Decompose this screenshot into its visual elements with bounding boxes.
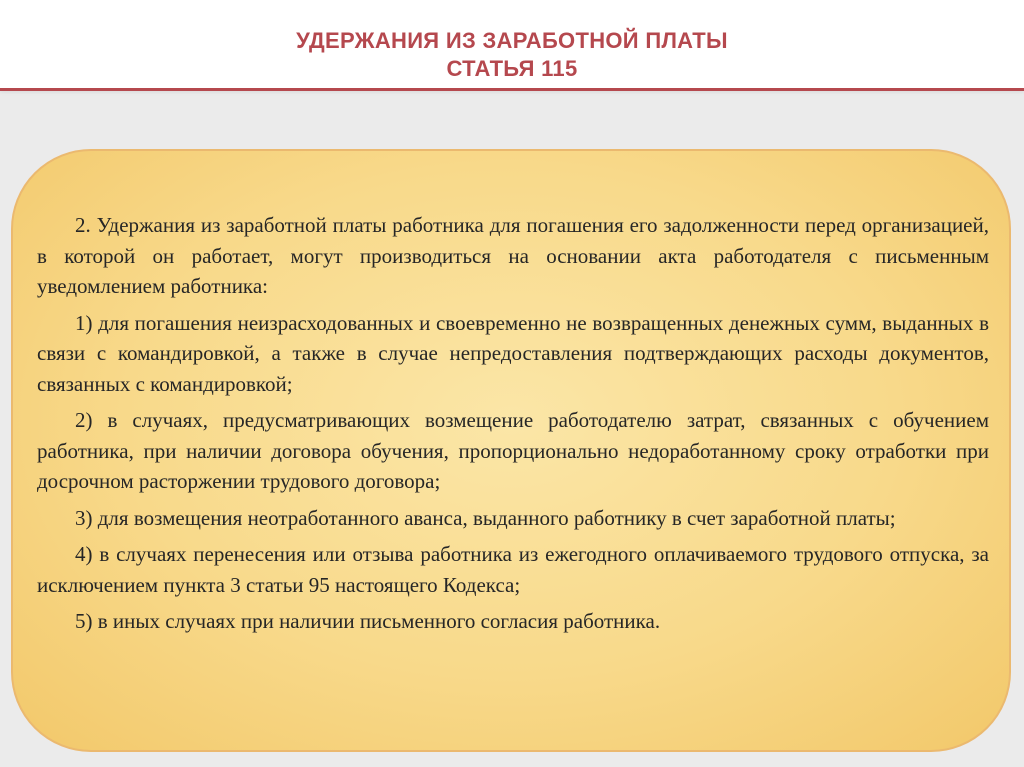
paragraph-item-4: 4) в случаях перенесения или отзыва работника из ежегодного оплачиваемого трудового отпуска, за исключением пункта 3 статьи 95 настоящего Кодекса; — [37, 542, 989, 597]
article-text — [37, 210, 989, 643]
paragraph-intro: 2. Удержания из заработной платы работника для погашения его задолженности перед организацией, в которой он работает, могут производиться на основании акта работодателя с письменным уведомлением работника: — [37, 213, 989, 298]
paragraph-item-5: 5) в иных случаях при наличии письменного согласия работника. — [75, 609, 661, 633]
header-divider — [0, 88, 1024, 91]
paragraph-item-1: 1) для погашения неизрасходованных и своевременно не возвращенных денежных сумм, выданных в связи с командировкой, а также в случае непредоставления подтверждающих расходы документов, связанных с командировкой; — [37, 310, 989, 396]
paragraph-item-3: 3) для возмещения неотработанного аванса, выданного работнику в счет заработной платы; — [75, 505, 896, 530]
slide-title: УДЕРЖАНИЯ ИЗ ЗАРАБОТНОЙ ПЛАТЫ — [296, 28, 728, 53]
paragraph-item-2: 2) в случаях, предусматривающих возмещение работодателю затрат, связанных с обучением работника, при наличии договора обучения, пропорционально недоработанному сроку отработки при досрочном расторжении трудового договора; — [37, 408, 989, 493]
slide-subtitle: СТАТЬЯ 115 — [446, 56, 578, 81]
slide-header — [0, 0, 1024, 90]
